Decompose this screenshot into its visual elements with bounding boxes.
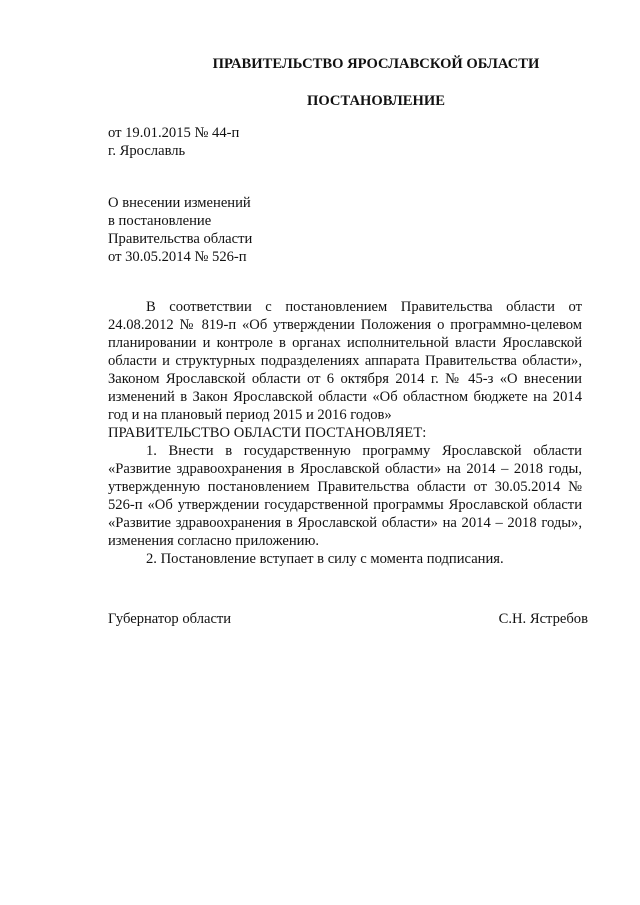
organization-title: ПРАВИТЕЛЬСТВО ЯРОСЛАВСКОЙ ОБЛАСТИ: [212, 56, 540, 72]
signature-block: [108, 610, 588, 628]
subject-line: О внесении изменений: [108, 195, 251, 211]
document-type: ПОСТАНОВЛЕНИЕ: [307, 93, 445, 109]
item-2-paragraph: 2. Постановление вступает в силу с момента подписания.: [146, 551, 504, 567]
preamble-paragraph: В соответствии с постановлением Правительства области от 24.08.2012 № 819-п «Об утверждении Положения о программно-целевом планировании и контроле в органах исполнительной власти Ярославской области и структурных подразделениях аппарата Правительства области», Законом Ярославской области от 6 октября 2014 г. № 45-з «О внесении изменений в Закон Ярославской области «Об областном бюджете на 2014 год и на плановый период 2015 и 2016 годов»: [108, 299, 582, 423]
document-subject: [108, 194, 252, 266]
subject-line: от 30.05.2014 № 526-п: [108, 249, 247, 265]
subject-line: в постановление: [108, 213, 212, 229]
resolves-paragraph: ПРАВИТЕЛЬСТВО ОБЛАСТИ ПОСТАНОВЛЯЕТ:: [108, 425, 427, 441]
subject-line: Правительства области: [108, 231, 253, 247]
document-meta: [108, 124, 239, 160]
document-body: [108, 298, 582, 568]
signatory-position: Губернатор области: [108, 611, 232, 627]
item-1-paragraph: 1. Внести в государственную программу Ярославской области «Развитие здравоохранения в Ярославской области» на 2014 – 2018 годы, утвержденную постановлением Правительства области от 30.05.2014 № 526-п «Об утверждении государственной программы Ярославской области «Развитие здравоохранения в Ярославской области» на 2014 – 2018 годы», изменения согласно приложению.: [108, 443, 582, 549]
city: г. Ярославль: [108, 143, 186, 159]
date-number: от 19.01.2015 № 44-п: [108, 125, 240, 141]
signatory-name: С.Н. Ястребов: [498, 611, 588, 627]
